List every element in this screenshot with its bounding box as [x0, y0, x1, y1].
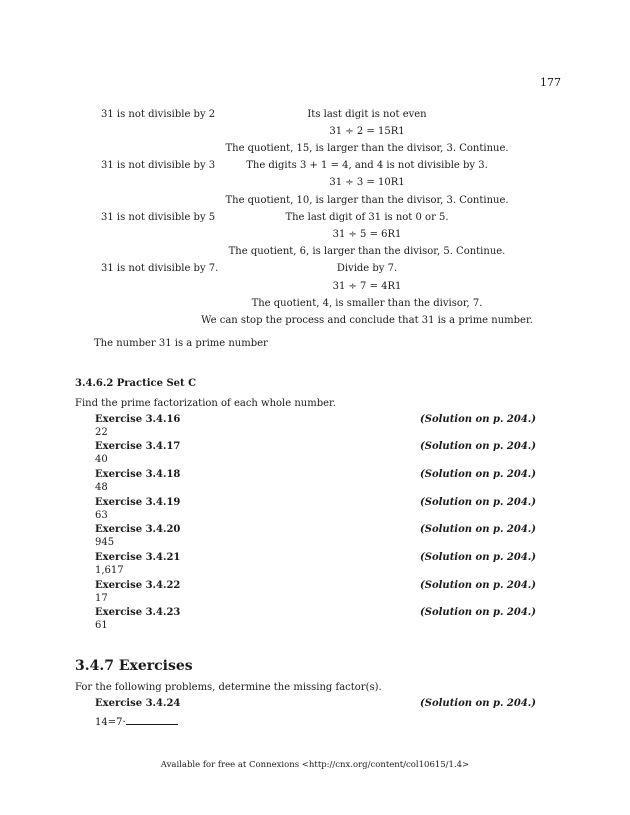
- exercise-problem: [95, 715, 178, 728]
- solution-link[interactable]: (Solution on p. 204.): [420, 469, 536, 480]
- exercise-value: 1,617: [95, 565, 124, 576]
- exercise-title: Exercise 3.4.20: [95, 524, 181, 535]
- practice-instruction: Find the prime factorization of each whole number.: [75, 398, 336, 409]
- exercise-title: Exercise 3.4.24: [95, 698, 181, 709]
- exercise-value: 63: [95, 510, 108, 521]
- step-2-line-2: 31 ÷ 3 = 10R1: [329, 177, 405, 188]
- exercise-title: Exercise 3.4.19: [95, 497, 181, 508]
- exercises-heading: 3.4.7 Exercises: [75, 658, 193, 674]
- solution-link[interactable]: (Solution on p. 204.): [420, 414, 536, 425]
- solution-link[interactable]: (Solution on p. 204.): [420, 607, 536, 618]
- exercise-title: Exercise 3.4.23: [95, 607, 181, 618]
- step-3-line-3: The quotient, 6, is larger than the divisor, 5. Continue.: [228, 246, 506, 257]
- page-number: 177: [540, 76, 561, 89]
- step-2-line-3: The quotient, 10, is larger than the divisor, 3. Continue.: [225, 195, 509, 206]
- exercises-instruction: For the following problems, determine the missing factor(s).: [75, 682, 382, 693]
- exercise-value: 22: [95, 427, 108, 438]
- solution-link[interactable]: (Solution on p. 204.): [420, 524, 536, 535]
- step-1-line-1: Its last digit is not even: [307, 109, 427, 120]
- exercise-value: 945: [95, 537, 115, 548]
- exercise-title: Exercise 3.4.18: [95, 469, 181, 480]
- exercise-title: Exercise 3.4.17: [95, 441, 181, 452]
- step-4-line-3: The quotient, 4, is smaller than the divisor, 7.: [251, 298, 483, 309]
- step-4-line-2: 31 ÷ 7 = 4R1: [332, 281, 402, 292]
- solution-link[interactable]: (Solution on p. 204.): [420, 441, 536, 452]
- exercise-title: Exercise 3.4.16: [95, 414, 181, 425]
- exercise-value: 17: [95, 593, 108, 604]
- solution-link[interactable]: (Solution on p. 204.): [420, 497, 536, 508]
- step-4-left: 31 is not divisible by 7.: [101, 263, 219, 274]
- step-2-left: 31 is not divisible by 3: [101, 160, 216, 171]
- exercise-title: Exercise 3.4.21: [95, 552, 181, 563]
- practice-heading: 3.4.6.2 Practice Set C: [75, 378, 197, 389]
- step-4-line-1: Divide by 7.: [336, 263, 398, 274]
- exercise-title: Exercise 3.4.22: [95, 580, 181, 591]
- step-3-line-1: The last digit of 31 is not 0 or 5.: [285, 212, 449, 223]
- step-1-line-3: The quotient, 15, is larger than the divisor, 3. Continue.: [225, 143, 509, 154]
- exercise-expression: 14=7·: [95, 717, 126, 728]
- step-3-left: 31 is not divisible by 5: [101, 212, 216, 223]
- result-statement: The number 31 is a prime number: [94, 338, 268, 349]
- answer-blank[interactable]: [126, 715, 178, 725]
- step-1-line-2: 31 ÷ 2 = 15R1: [329, 126, 405, 137]
- solution-link[interactable]: (Solution on p. 204.): [420, 580, 536, 591]
- conclusion: We can stop the process and conclude that 31 is a prime number.: [201, 315, 533, 326]
- exercise-value: 48: [95, 482, 108, 493]
- step-1-left: 31 is not divisible by 2: [101, 109, 216, 120]
- footer: Available for free at Connexions <http://cnx.org/content/col10615/1.4>: [160, 760, 470, 770]
- solution-link[interactable]: (Solution on p. 204.): [420, 698, 536, 709]
- step-3-line-2: 31 ÷ 5 = 6R1: [332, 229, 402, 240]
- solution-link[interactable]: (Solution on p. 204.): [420, 552, 536, 563]
- step-2-line-1: The digits 3 + 1 = 4, and 4 is not divisible by 3.: [246, 160, 488, 171]
- exercise-value: 61: [95, 620, 108, 631]
- exercise-value: 40: [95, 454, 108, 465]
